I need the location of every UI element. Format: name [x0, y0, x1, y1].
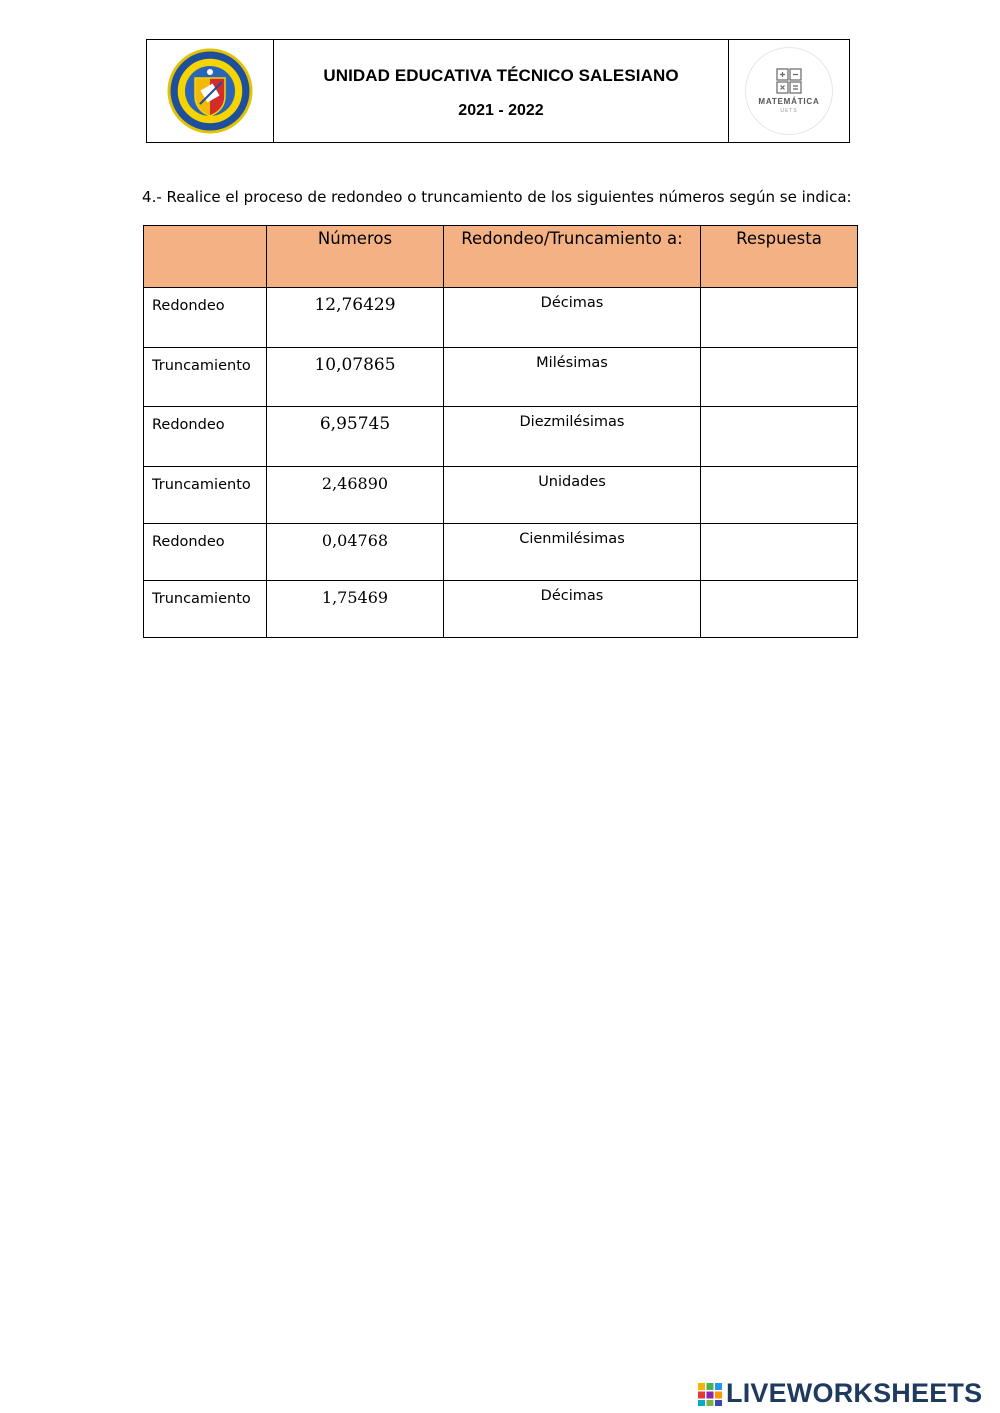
- number-value: 6,95745: [267, 407, 444, 467]
- column-header-answer: Respuesta: [701, 226, 858, 288]
- table-row: [144, 467, 858, 524]
- answer-cell[interactable]: [701, 407, 858, 467]
- operation-type: Redondeo: [144, 524, 267, 581]
- answer-cell[interactable]: [701, 288, 858, 348]
- operation-type: Truncamiento: [144, 581, 267, 638]
- liveworksheets-brand[interactable]: [697, 1378, 982, 1409]
- number-value: 0,04768: [267, 524, 444, 581]
- table-row: [144, 407, 858, 467]
- column-header-type: [144, 226, 267, 288]
- table-row: [144, 288, 858, 348]
- target-place: Unidades: [444, 467, 701, 524]
- math-logo-cell: [729, 40, 849, 142]
- operation-type: Truncamiento: [144, 467, 267, 524]
- table-row: [144, 348, 858, 407]
- column-header-numbers: Números: [267, 226, 444, 288]
- table-row: [144, 524, 858, 581]
- school-title-cell: [274, 40, 729, 142]
- exercise-instruction: 4.- Realice el proceso de redondeo o truncamiento de los siguientes números según se indica:: [142, 188, 852, 206]
- calculator-icon: [776, 68, 802, 94]
- operation-type: Redondeo: [144, 407, 267, 467]
- target-place: Milésimas: [444, 348, 701, 407]
- answer-cell[interactable]: [701, 348, 858, 407]
- target-place: Décimas: [444, 581, 701, 638]
- number-value: 2,46890: [267, 467, 444, 524]
- math-logo: [745, 47, 833, 135]
- answer-cell[interactable]: [701, 467, 858, 524]
- school-name: UNIDAD EDUCATIVA TÉCNICO SALESIANO: [323, 66, 679, 85]
- school-logo-cell: [147, 40, 274, 142]
- operation-type: Truncamiento: [144, 348, 267, 407]
- target-place: Diezmilésimas: [444, 407, 701, 467]
- math-logo-subtitle: UETS: [780, 108, 798, 114]
- table-row: [144, 581, 858, 638]
- answer-cell[interactable]: [701, 524, 858, 581]
- table-header-row: [144, 226, 858, 288]
- liveworksheets-logo-icon: [697, 1381, 723, 1407]
- operation-type: Redondeo: [144, 288, 267, 348]
- exercise-table: [143, 225, 858, 638]
- school-seal-icon: [167, 48, 253, 134]
- brand-name: LIVEWORKSHEETS: [726, 1378, 983, 1408]
- number-value: 1,75469: [267, 581, 444, 638]
- number-value: 10,07865: [267, 348, 444, 407]
- target-place: Décimas: [444, 288, 701, 348]
- answer-cell[interactable]: [701, 581, 858, 638]
- math-logo-title: MATEMÁTICA: [758, 97, 820, 106]
- document-header: [146, 39, 850, 143]
- number-value: 12,76429: [267, 288, 444, 348]
- school-year: 2021 - 2022: [458, 102, 544, 119]
- column-header-target: Redondeo/Truncamiento a:: [444, 226, 701, 288]
- target-place: Cienmilésimas: [444, 524, 701, 581]
